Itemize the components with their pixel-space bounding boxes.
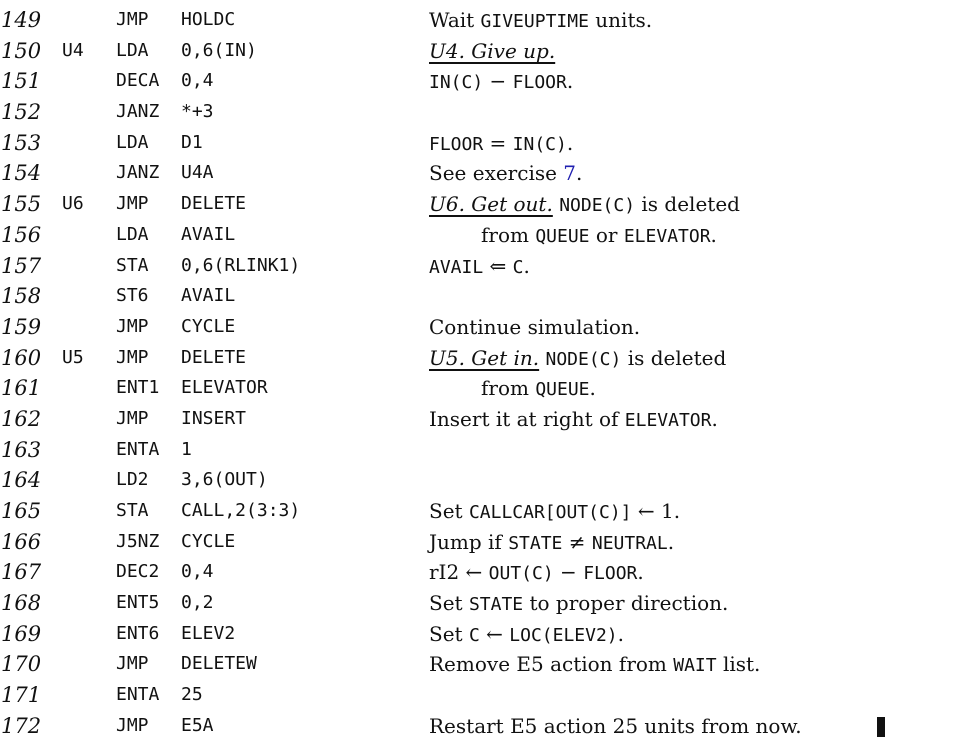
instruction-label: U6 xyxy=(62,193,84,215)
comment-segment: AVAIL xyxy=(429,256,484,278)
program-listing xyxy=(0,5,970,742)
comment-segment: ⇐ xyxy=(483,253,513,278)
listing-row xyxy=(0,97,970,128)
line-number: 160 xyxy=(1,345,42,370)
comment-segment: = xyxy=(483,130,513,155)
line-number: 168 xyxy=(1,591,42,616)
listing-row xyxy=(0,128,970,159)
comment xyxy=(429,557,644,590)
comment-segment: FLOOR xyxy=(512,72,567,94)
comment-segment: . xyxy=(589,376,596,401)
comment-segment: Restart E5 action 25 units from now. xyxy=(429,713,802,738)
listing-row xyxy=(0,435,970,466)
comment-segment: QUEUE xyxy=(535,225,590,247)
opcode: JMP xyxy=(116,714,149,736)
comment xyxy=(429,312,640,343)
comment xyxy=(429,158,582,189)
comment-segment: to proper direction. xyxy=(523,591,729,616)
comment xyxy=(429,649,760,682)
comment-segment: Set xyxy=(429,621,469,646)
line-number: 172 xyxy=(1,713,42,738)
listing-row xyxy=(0,66,970,97)
comment-segment: NODE(C) xyxy=(545,348,622,370)
line-number: 164 xyxy=(1,468,42,493)
opcode: ENT6 xyxy=(116,622,160,644)
comment-segment: . xyxy=(637,560,644,585)
comment-segment: . xyxy=(667,529,675,554)
comment-segment: Continue simulation. xyxy=(429,314,641,339)
comment-segment: STATE xyxy=(508,532,563,554)
comment-segment: units. xyxy=(588,8,653,32)
comment-segment: IN(C) xyxy=(512,133,567,155)
comment xyxy=(429,619,624,652)
opcode: JMP xyxy=(116,407,149,429)
opcode: STA xyxy=(116,500,149,521)
comment-segment: U4. Give up. xyxy=(429,38,556,63)
comment-segment: Remove E5 action from xyxy=(429,652,674,677)
listing-row xyxy=(0,619,970,650)
address-field: DELETE xyxy=(181,193,247,215)
opcode: LDA xyxy=(116,39,149,61)
comment-segment: . xyxy=(711,406,718,431)
comment-segment: FLOOR xyxy=(429,133,484,155)
address-field: DELETE xyxy=(181,346,247,368)
opcode: LD2 xyxy=(116,469,149,491)
line-number: 150 xyxy=(1,38,42,63)
comment-segment: or xyxy=(589,222,624,247)
comment xyxy=(429,189,740,222)
address-field: CYCLE xyxy=(181,315,236,337)
comment-segment: is deleted xyxy=(635,192,740,217)
address-field: ELEV2 xyxy=(181,622,236,644)
opcode: JMP xyxy=(116,653,149,675)
address-field: 25 xyxy=(181,684,203,706)
opcode: JANZ xyxy=(116,101,160,123)
comment-segment: . xyxy=(523,253,530,278)
comment-segment: . xyxy=(617,621,624,646)
listing-row xyxy=(0,343,970,374)
address-field: 1 xyxy=(181,438,192,460)
address-field: 0,4 xyxy=(181,561,214,583)
listing-row xyxy=(0,373,970,404)
comment-segment: list. xyxy=(716,652,761,677)
address-field: ELEVATOR xyxy=(181,377,268,399)
comment-segment: QUEUE xyxy=(535,379,590,401)
instruction-label: U4 xyxy=(62,39,84,61)
comment-segment: . xyxy=(710,222,717,247)
address-field: 0,2 xyxy=(181,592,214,614)
line-number: 154 xyxy=(1,161,42,186)
comment xyxy=(429,527,674,560)
line-number: 162 xyxy=(1,406,42,431)
listing-row xyxy=(0,312,970,343)
address-field: INSERT xyxy=(181,407,247,429)
comment-segment: IN(C) xyxy=(429,72,484,94)
comment xyxy=(429,496,680,529)
comment-segment: See exercise xyxy=(429,161,564,186)
comment-segment: NODE(C) xyxy=(559,195,636,217)
address-field: AVAIL xyxy=(181,285,236,307)
comment xyxy=(481,220,717,253)
opcode: JMP xyxy=(116,346,149,368)
opcode: JANZ xyxy=(116,162,160,184)
comment-segment: LOC(ELEV2) xyxy=(509,624,618,646)
line-number: 156 xyxy=(1,222,42,247)
opcode: STA xyxy=(116,254,149,276)
listing-row xyxy=(0,251,970,282)
comment-segment: C xyxy=(468,624,480,646)
comment xyxy=(481,373,596,406)
comment xyxy=(429,128,573,161)
address-field: *+3 xyxy=(181,101,214,123)
listing-row xyxy=(0,557,970,588)
listing-row xyxy=(0,158,970,189)
opcode: J5NZ xyxy=(116,530,160,552)
comment-segment: Set xyxy=(429,499,469,523)
line-number: 149 xyxy=(1,8,42,32)
address-field: 0,6(RLINK1) xyxy=(181,254,301,276)
line-number: 157 xyxy=(1,253,42,278)
listing-row xyxy=(0,189,970,220)
listing-row xyxy=(0,588,970,619)
comment-segment: − xyxy=(483,69,513,94)
line-number: 167 xyxy=(1,560,42,585)
opcode: JMP xyxy=(116,315,149,337)
line-number: 153 xyxy=(1,130,42,155)
comment-segment: ELEVATOR xyxy=(624,409,712,431)
comment-segment: STATE xyxy=(468,594,524,616)
line-number: 161 xyxy=(1,376,42,401)
comment-segment: Jump if xyxy=(429,529,509,554)
comment-segment: U6. Get out. xyxy=(429,192,553,217)
address-field: CYCLE xyxy=(181,530,236,552)
opcode: DECA xyxy=(116,70,160,92)
comment-segment: Wait xyxy=(429,8,481,32)
line-number: 166 xyxy=(1,529,42,554)
line-number: 165 xyxy=(1,499,42,523)
address-field: CALL,2(3:3) xyxy=(181,500,301,521)
comment-segment: GIVEUPTIME xyxy=(480,11,589,32)
comment xyxy=(429,66,573,99)
comment xyxy=(429,343,726,376)
comment-segment: WAIT xyxy=(673,655,717,677)
line-number: 155 xyxy=(1,192,42,217)
opcode: DEC2 xyxy=(116,561,160,583)
comment-segment: ELEVATOR xyxy=(623,225,711,247)
comment-segment: U5. Get in. xyxy=(429,345,540,370)
line-number: 151 xyxy=(1,69,42,94)
comment-segment: ← 1. xyxy=(631,499,681,523)
opcode: JMP xyxy=(116,193,149,215)
comment-segment: . xyxy=(566,130,574,155)
listing-row xyxy=(0,649,970,680)
listing-row xyxy=(0,36,970,67)
comment-segment: NEUTRAL xyxy=(591,532,668,554)
comment xyxy=(429,588,728,621)
exercise-link[interactable]: 7 xyxy=(563,161,577,186)
address-field: 0,4 xyxy=(181,70,214,92)
listing-row xyxy=(0,220,970,251)
comment-segment: Set xyxy=(429,591,469,616)
comment-segment: C xyxy=(512,256,524,278)
comment-segment: CALLCAR[OUT(C)] xyxy=(468,502,632,523)
line-number: 152 xyxy=(1,100,42,125)
listing-row xyxy=(0,496,970,527)
address-field: DELETEW xyxy=(181,653,257,675)
address-field: HOLDC xyxy=(181,9,236,30)
comment xyxy=(429,251,530,284)
address-field: E5A xyxy=(181,714,214,736)
comment xyxy=(429,5,652,38)
address-field: 3,6(OUT) xyxy=(181,469,268,491)
comment-segment: rI2 ← xyxy=(429,560,489,585)
listing-row xyxy=(0,711,970,742)
comment-segment: from xyxy=(481,222,536,247)
opcode: ENT5 xyxy=(116,592,160,614)
line-number: 169 xyxy=(1,621,42,646)
line-number: 170 xyxy=(1,652,42,677)
address-field: AVAIL xyxy=(181,223,236,245)
listing-row xyxy=(0,5,970,36)
comment-segment: is deleted xyxy=(621,345,727,370)
opcode: LDA xyxy=(116,223,149,245)
comment-segment: from xyxy=(481,376,536,401)
address-field: D1 xyxy=(181,131,203,153)
opcode: ENT1 xyxy=(116,377,160,399)
address-field: 0,6(IN) xyxy=(181,39,257,61)
listing-row xyxy=(0,404,970,435)
listing-row xyxy=(0,680,970,711)
listing-row xyxy=(0,465,970,496)
instruction-label: U5 xyxy=(62,346,84,368)
comment-segment: . xyxy=(576,161,583,186)
end-of-program-mark xyxy=(877,717,885,737)
line-number: 171 xyxy=(1,683,42,708)
opcode: ST6 xyxy=(116,285,149,307)
comment-segment: FLOOR xyxy=(583,563,638,585)
comment-segment: Insert it at right of xyxy=(429,406,625,431)
opcode: JMP xyxy=(116,9,149,30)
comment xyxy=(429,711,802,742)
comment-segment: ← xyxy=(479,621,510,646)
opcode: LDA xyxy=(116,131,149,153)
address-field: U4A xyxy=(181,162,214,184)
listing-row xyxy=(0,527,970,558)
listing-row xyxy=(0,281,970,312)
comment-segment: − xyxy=(553,560,584,585)
comment-segment: OUT(C) xyxy=(488,563,554,585)
line-number: 159 xyxy=(1,314,42,339)
comment-segment: . xyxy=(566,69,574,94)
opcode: ENTA xyxy=(116,684,160,706)
opcode: ENTA xyxy=(116,438,160,460)
comment-segment: ≠ xyxy=(562,529,592,554)
line-number: 163 xyxy=(1,437,42,462)
comment xyxy=(429,36,555,67)
comment xyxy=(429,404,718,437)
line-number: 158 xyxy=(1,284,42,309)
